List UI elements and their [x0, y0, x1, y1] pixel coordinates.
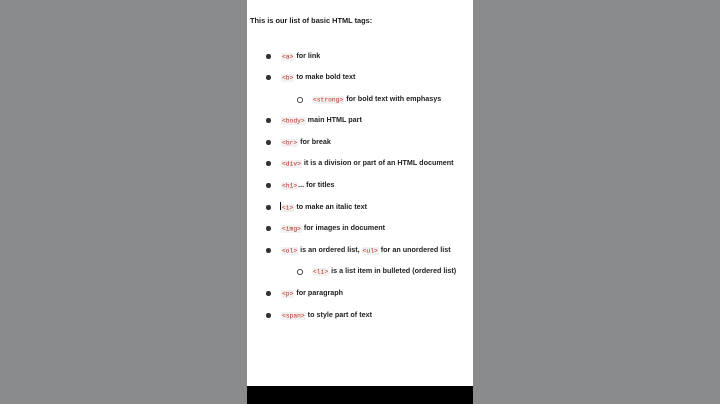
- item-description: for paragraph: [294, 288, 344, 297]
- item-description: for images in document: [301, 223, 385, 232]
- tag-code-secondary: <ul>: [362, 247, 378, 254]
- tag-code: <body>: [282, 117, 305, 124]
- item-description: to make bold text: [294, 72, 356, 81]
- document-panel: [247, 0, 473, 386]
- item-description-secondary: for an unordered list: [378, 245, 451, 254]
- tag-code: <a>: [282, 53, 294, 60]
- bullet-icon: [266, 161, 271, 166]
- item-description: is an ordered list,: [298, 245, 362, 254]
- item-description: main HTML part: [305, 115, 362, 124]
- bullet-icon: [266, 118, 271, 123]
- bullet-icon: [266, 313, 271, 318]
- tag-code: <li>: [313, 268, 329, 275]
- hollow-bullet-icon: [297, 97, 303, 103]
- bullet-icon: [266, 75, 271, 80]
- tag-code: <h1>: [282, 182, 298, 189]
- tag-code: <p>: [282, 290, 294, 297]
- bullet-icon: [266, 140, 271, 145]
- tag-code: <ol>: [282, 247, 298, 254]
- tag-code: <span>: [282, 312, 305, 319]
- tag-code: <strong>: [313, 96, 344, 103]
- hollow-bullet-icon: [297, 269, 303, 275]
- tag-code: <br>: [282, 139, 298, 146]
- bullet-icon: [266, 226, 271, 231]
- bullet-icon: [266, 205, 271, 210]
- item-description: for link: [294, 51, 321, 60]
- item-description: for bold text with emphasys: [344, 94, 442, 103]
- item-description: ... for titles: [298, 180, 335, 189]
- item-description: to make an italic text: [294, 202, 368, 211]
- bullet-icon: [266, 291, 271, 296]
- tag-code: <b>: [282, 74, 294, 81]
- item-description: to style part of text: [305, 310, 372, 319]
- bottom-bar: [247, 386, 473, 404]
- tag-code: <i>: [282, 204, 294, 211]
- list-heading: This is our list of basic HTML tags:: [250, 16, 373, 25]
- bullet-icon: [266, 54, 271, 59]
- item-description: it is a division or part of an HTML document: [301, 158, 454, 167]
- bullet-icon: [266, 248, 271, 253]
- tag-code: <img>: [282, 225, 301, 232]
- tag-code: <div>: [282, 160, 301, 167]
- item-description: is a list item in bulleted (ordered list): [329, 266, 457, 275]
- item-description: for break: [298, 137, 331, 146]
- bullet-icon: [266, 183, 271, 188]
